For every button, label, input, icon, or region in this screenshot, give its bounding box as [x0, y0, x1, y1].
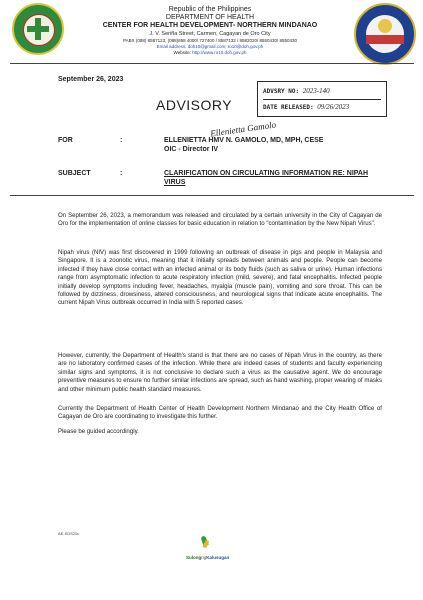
- document-title: ADVISORY: [156, 97, 233, 113]
- email-link[interactable]: doh10@gmail.com; ro10@doh.gov.ph: [187, 44, 264, 49]
- subject-colon: :: [120, 170, 123, 177]
- website-label: Website:: [173, 50, 191, 55]
- center-line: CENTER FOR HEALTH DEVELOPMENT- NORTHERN MINDANAO: [102, 22, 318, 29]
- footer-logo-text: [186, 555, 229, 560]
- body-paragraph-2: Nipah virus (NIV) was first discovered in 1999 following an outbreak of disease in pigs and people in Malaysia and Singapore. It is a zoonotic virus, meaning that it initially spreads between animals and people. People can become infected if they have close contact with an infected animal or its body fluids (such as saliva or urine). Human infections range from asymptomatic infection to acute respiratory infection (mild, severe), and fatal encephalitis. Infected people initially develop symptoms including fever, headaches, myalgia (muscle pain), vomiting and sore throat. This can be followed by dizziness, drowsiness, altered consciousness, and neurological signs that indicate acute encephalitis. The current Nipah Virus outbreak occurred in India with 5 reported cases.: [58, 249, 382, 307]
- website-line: [60, 50, 360, 55]
- chd-northern-mindanao-seal-icon: [354, 3, 416, 65]
- logo-word-kalusugan: Kalusugan: [206, 555, 230, 560]
- release-stamp: [257, 81, 387, 117]
- logo-word-ng: ng: [201, 555, 207, 560]
- sulong-kalusugan-logo-icon: [200, 536, 210, 552]
- for-colon: :: [120, 137, 123, 144]
- republic-line: Republic of the Philippines: [168, 6, 252, 13]
- header-divider: [10, 63, 414, 64]
- address-line: J. V. Seriña Street, Carmen, Cagayan de Oro City: [149, 31, 271, 37]
- phone-line: PABX (088) 8587123, (088)858 4000/ 727400 / 8587132 / 8582020/ 8550430/ 8550430: [122, 38, 298, 43]
- stamp-divider: [263, 99, 381, 100]
- doh-seal-icon: [12, 3, 64, 55]
- logo-word-sulong: Sulong: [186, 555, 202, 560]
- body-paragraph-1: On September 26, 2023, a memorandum was released and circulated by a certain university in the City of Cagayan de Oro for the implementation of online classes for basic education in relation to "contamination by the New Nipah Virus".: [58, 212, 382, 228]
- for-label: FOR: [58, 137, 73, 144]
- advisory-number-row: [263, 87, 330, 95]
- website-link[interactable]: http://www.ro10.doh.gov.ph: [192, 50, 247, 55]
- subject-line-2: VIRUS: [164, 179, 186, 186]
- email-line: [60, 44, 360, 49]
- subject-line-1: CLARIFICATION ON CIRCULATING INFORMATION RE: NIPAH: [164, 170, 369, 177]
- for-name: ELLENIETTA HMV N. GAMOLO, MD, MPH, CESE: [164, 137, 324, 144]
- document-code: AE-SDS20c: [58, 531, 80, 536]
- advisory-number-value: 2023-140: [302, 87, 330, 95]
- subject-label: SUBJECT: [58, 170, 91, 177]
- signature: Ellenietta Gamolo: [209, 119, 277, 139]
- date-released-row: [263, 103, 349, 111]
- department-line: DEPARTMENT OF HEALTH: [165, 14, 255, 21]
- document-date: September 26, 2023: [58, 76, 124, 83]
- body-paragraph-5: Please be guided accordingly.: [58, 428, 139, 435]
- date-released-value: 09/26/2023: [317, 103, 350, 111]
- date-released-label: DATE RELEASED:: [263, 104, 314, 111]
- body-paragraph-3: However, currently, the Department of Health's stand is that there are no cases of Nipah Virus in the country, as there are no laboratory confirmed cases of the infection. While there are indeed cases of students and faculty experiencing similar signs and symptoms, it is not conclusive to declare such a virus as the causative agent. We do encourage preventive measures to ensure no further similar infections are spread, such as hand washing, proper wearing of masks and other minimum public health standard measures.: [58, 352, 382, 393]
- subject-divider: [10, 195, 414, 196]
- for-position: OIC - Director IV: [164, 146, 219, 153]
- advisory-number-label: ADVSRY NO:: [263, 88, 300, 95]
- body-paragraph-4: Currently the Department of Health Center of Health Development Northern Mindanao and the City Health Office of Cagayan de Oro are coordinating to investigate this further.: [58, 405, 382, 421]
- email-label: Email address:: [156, 44, 187, 49]
